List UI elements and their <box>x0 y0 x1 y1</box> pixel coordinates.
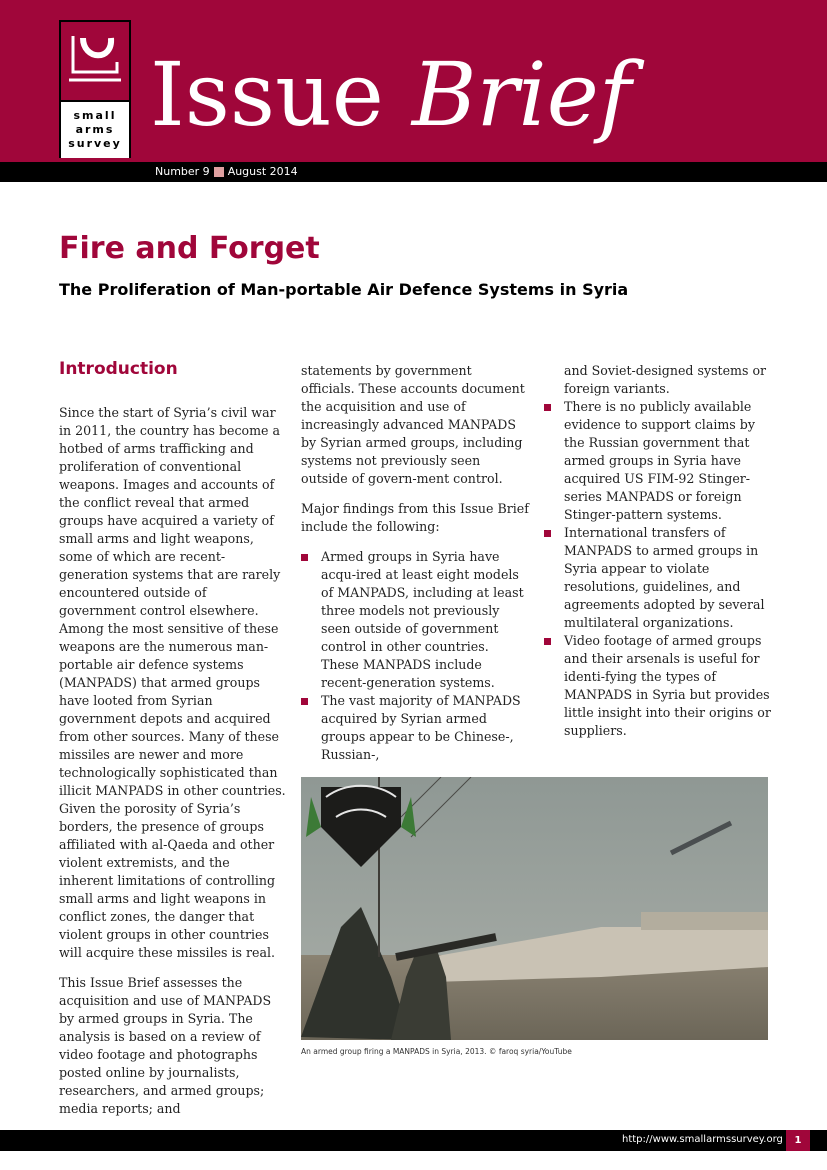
column-2 <box>301 362 529 764</box>
list-continuation: and Soviet-designed systems or foreign variants. <box>564 363 767 396</box>
issue-info <box>155 164 298 180</box>
logo-word: small <box>73 109 117 122</box>
article-subtitle: The Proliferation of Man-portable Air Defence Systems in Syria <box>59 280 629 299</box>
paragraph: This Issue Brief assesses the acquisition and use of MANPADS by armed groups in Syria. The analysis is based on a review of video footage and photographs posted online by journalists, researchers, and armed groups; media reports; and <box>59 975 272 1116</box>
separator-square-icon <box>214 167 224 177</box>
paragraph: Since the start of Syria’s civil war in 2011, the country has become a hotbed of arms trafficking and proliferation of conventional weapons. Images and accounts of the conflict reveal that armed groups have acquired a variety of small arms and light weapons, some of which are recent-generation systems that are rarely encountered outside of government control elsewhere. Among the most sensitive of these weapons are the numerous man-portable air defence systems (MANPADS) that armed groups have looted from Syrian government depots and acquired from other sources. Many of these missiles are newer and more technologically sophisticated than illicit MANPADS in other countries. Given the porosity of Syria’s borders, the presence of groups affiliated with al-Qaeda and other violent extremists, and the inherent limitations of controlling small arms and light weapons in conflict zones, the danger that violent groups in other countries will acquire these missiles is real. <box>59 405 286 960</box>
column-1 <box>59 404 287 1130</box>
logo-word: arms <box>75 123 115 136</box>
finding-item: International transfers of MANPADS to armed groups in Syria appear to violate resolutions, guidelines, and agreements adopted by several multilateral organizations. <box>544 524 776 632</box>
manpads-photo <box>301 777 768 1040</box>
paragraph: Major findings from this Issue Brief include the following: <box>301 501 529 534</box>
finding-item: The vast majority of MANPADS acquired by Syrian armed groups appear to be Chinese-, Russian-, <box>301 692 529 764</box>
title-regular: Issue <box>150 43 412 146</box>
finding-item: There is no publicly available evidence to support claims by the Russian government that armed groups in Syria have acquired US FIM-92 Stinger-series MANPADS or foreign Stinger-pattern systems. <box>544 398 776 524</box>
title-italic: Brief <box>411 43 632 146</box>
issue-number: Number 9 <box>155 165 210 178</box>
logo-emblem <box>63 24 127 98</box>
finding-item: Armed groups in Syria have acqu-ired at least eight models of MANPADS, including at least three models not previously seen outside of government control in other countries. These MANPADS include recent-generation systems. <box>301 548 529 692</box>
issue-date: August 2014 <box>227 165 298 178</box>
masthead <box>0 0 827 162</box>
column-3 <box>544 362 776 740</box>
findings-list <box>544 398 776 740</box>
publication-title <box>150 40 631 150</box>
page-number: 1 <box>786 1130 810 1151</box>
findings-list <box>301 548 529 764</box>
footer <box>0 1130 827 1151</box>
paragraph: statements by government officials. These accounts document the acquisition and use of increasingly advanced MANPADS by Syrian armed groups, including systems not previously seen outside of govern-ment control. <box>301 363 525 486</box>
finding-item: Video footage of armed groups and their arsenals is useful for identi-fying the types of MANPADS in Syria but provides little insight into their origins or suppliers. <box>544 632 776 740</box>
section-heading: Introduction <box>59 359 178 379</box>
logo-wordmark <box>61 100 129 158</box>
footer-url-link[interactable]: http://www.smallarmssurvey.org <box>622 1134 783 1145</box>
article-title: Fire and Forget <box>59 231 320 266</box>
photo-caption: An armed group firing a MANPADS in Syria, 2013. © faroq syria/YouTube <box>301 1047 572 1056</box>
issue-bar <box>0 162 827 182</box>
logo-word: survey <box>68 137 122 150</box>
small-arms-survey-logo <box>59 20 131 158</box>
